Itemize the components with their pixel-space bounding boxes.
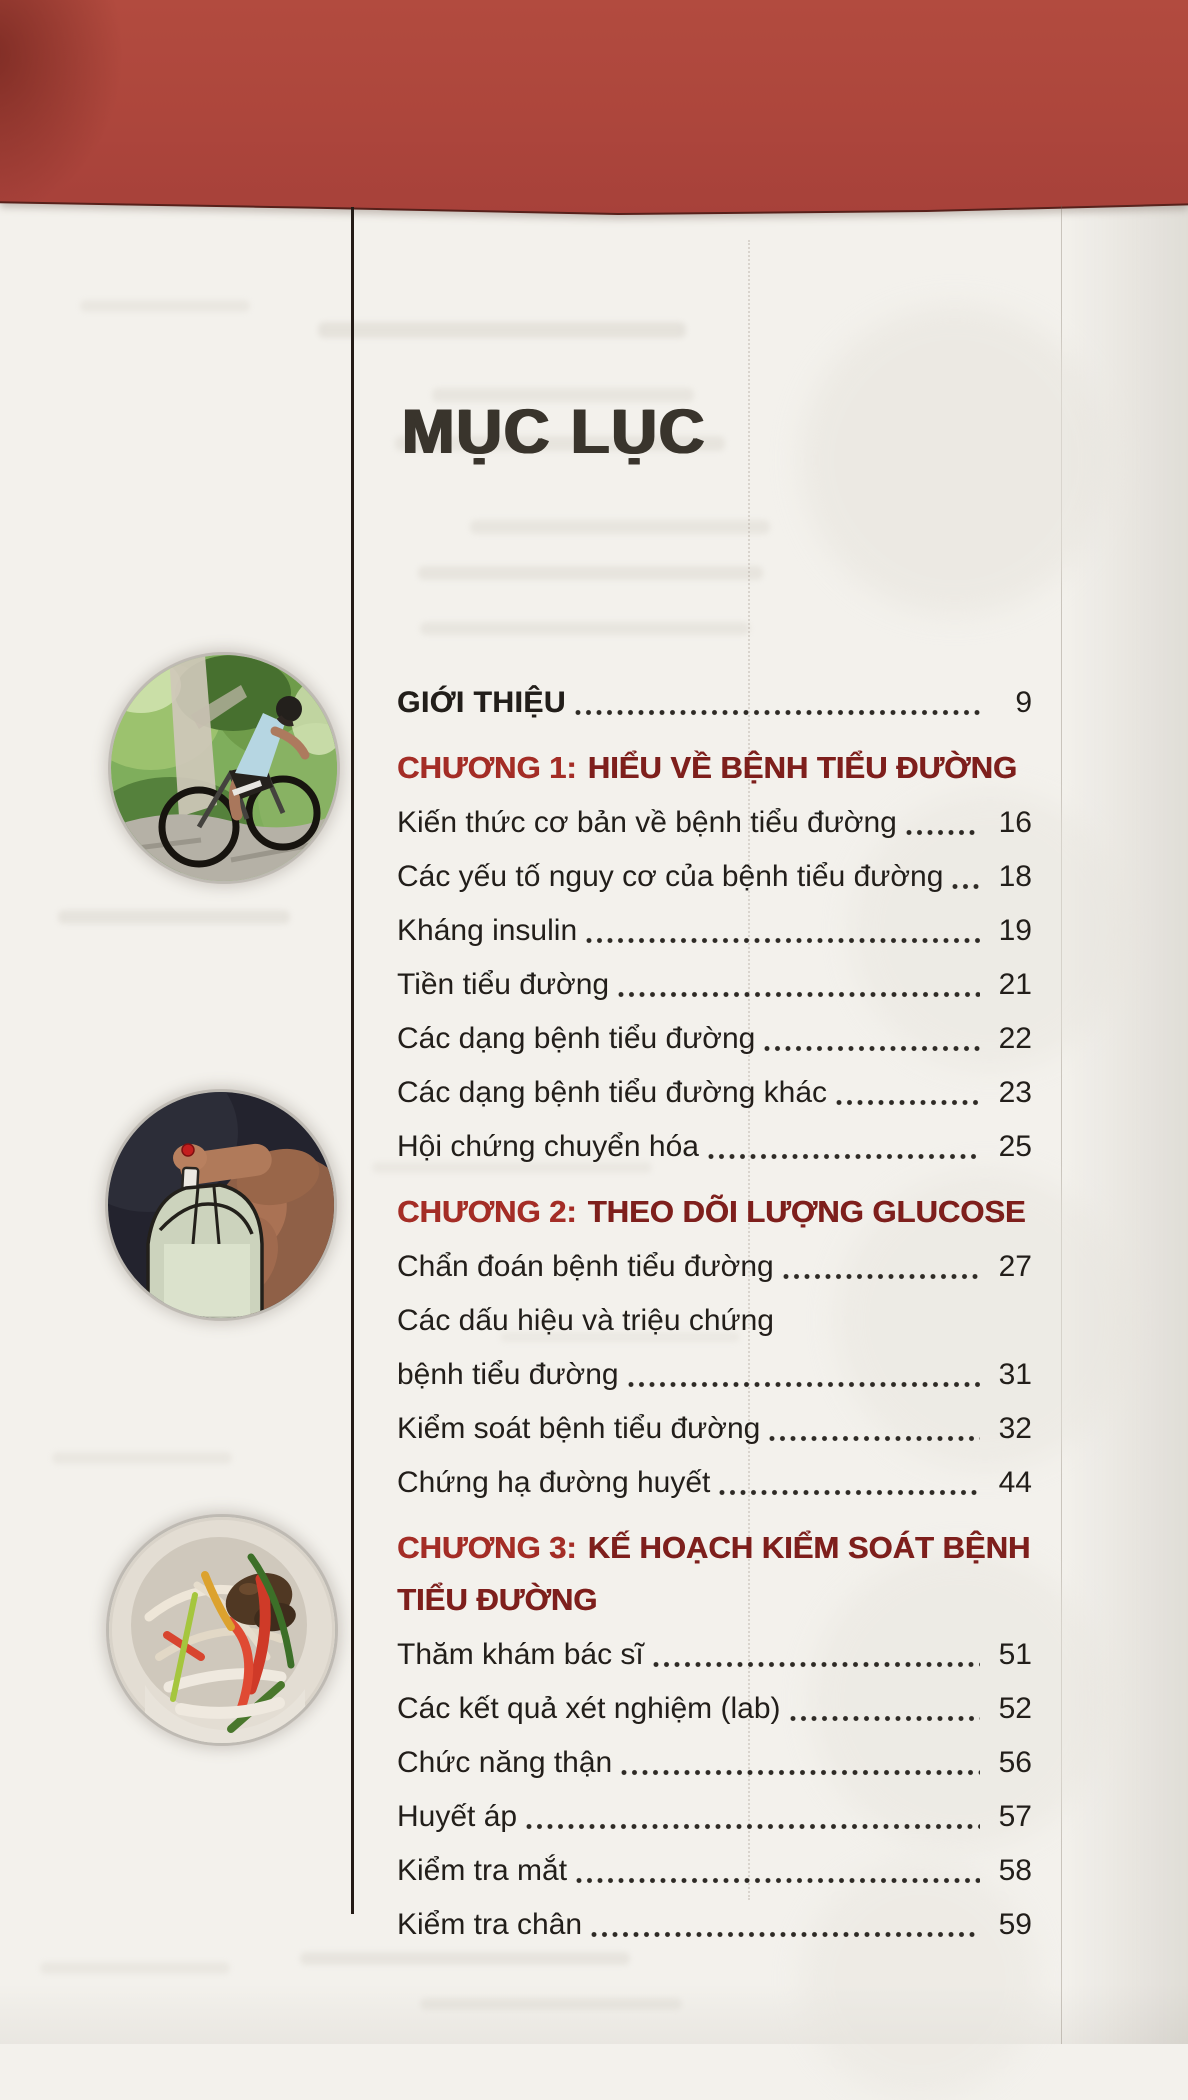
toc-entry-label: Các dấu hiệu và triệu chứng (397, 1304, 774, 1337)
toc-chapter-heading-line2 (397, 1576, 1032, 1628)
toc-page-number: 32 (998, 1412, 1032, 1445)
toc-page-number: 44 (998, 1466, 1032, 1499)
toc-entry (397, 1012, 1032, 1066)
toc-entry-label: Tiền tiểu đường (397, 968, 610, 1001)
toc-entry (397, 1898, 1032, 1952)
toc-page-number: 52 (998, 1692, 1032, 1725)
toc-entry-label: Kiểm tra chân (397, 1908, 583, 1941)
dot-leader (790, 1715, 980, 1722)
toc-entry-label: Các dạng bệnh tiểu đường khác (397, 1076, 828, 1109)
toc-page-number: 58 (998, 1854, 1032, 1887)
dot-leader (719, 1489, 980, 1496)
toc-chapter-heading (397, 1520, 1032, 1576)
toc-entry-label: Kiểm soát bệnh tiểu đường (397, 1412, 761, 1445)
dot-leader (708, 1153, 980, 1160)
photo-cycling-art (111, 655, 337, 881)
dot-leader (783, 1273, 980, 1280)
showthrough-text-ghost (58, 910, 290, 924)
photo-glucose-meter (108, 1092, 334, 1318)
toc-chapter-title: THEO DÕI LƯỢNG GLUCOSE (587, 1194, 1026, 1229)
dot-leader (653, 1661, 980, 1668)
showthrough-text-ghost (318, 322, 686, 338)
toc-entry-label: Kiểm tra mắt (397, 1854, 568, 1887)
toc-entry-label: Kiến thức cơ bản về bệnh tiểu đường (397, 806, 897, 839)
toc-chapter-title: KẾ HOẠCH KIỂM SOÁT BỆNH (587, 1530, 1031, 1565)
divider-rule (351, 207, 354, 1914)
book-header-band-fill (0, 0, 1188, 213)
toc-page-number: 51 (998, 1638, 1032, 1671)
dot-leader (526, 1823, 980, 1830)
photo-vegetables (109, 1517, 335, 1743)
toc-entry-label: Chức năng thận (397, 1746, 613, 1779)
dot-leader (836, 1099, 980, 1106)
dot-leader (769, 1435, 980, 1442)
toc-entry (397, 958, 1032, 1012)
toc-entry-label: GIỚI THIỆU (397, 686, 566, 719)
toc-page-number: 25 (998, 1130, 1032, 1163)
dot-leader (586, 937, 980, 944)
dot-leader (952, 883, 980, 890)
toc-page-number: 59 (998, 1908, 1032, 1941)
toc-page-number: 56 (998, 1746, 1032, 1779)
toc-chapter-number: CHƯƠNG 1: (397, 750, 577, 785)
showthrough-image-ghost (800, 305, 1110, 615)
book-header-band (0, 0, 1188, 220)
toc-page-number: 23 (998, 1076, 1032, 1109)
dot-leader (591, 1931, 980, 1938)
toc-entry-label: Hội chứng chuyển hóa (397, 1130, 699, 1163)
toc-entry (397, 850, 1032, 904)
toc-entry-label: Các kết quả xét nghiệm (lab) (397, 1692, 781, 1725)
toc-page-number: 18 (998, 860, 1032, 893)
showthrough-text-ghost (420, 622, 750, 635)
toc-entry-label: Kháng insulin (397, 914, 578, 947)
toc-chapter-heading (397, 1184, 1032, 1240)
toc-entry (397, 1348, 1032, 1402)
toc-entry (397, 1456, 1032, 1510)
toc-page-number: 21 (998, 968, 1032, 1001)
dot-leader (618, 991, 980, 998)
dot-leader (575, 709, 980, 716)
dot-leader (906, 829, 980, 836)
toc-entry-label: Thăm khám bác sĩ (397, 1638, 644, 1671)
toc-entry (397, 1120, 1032, 1174)
toc-entry (397, 1736, 1032, 1790)
showthrough-text-ghost (52, 1452, 232, 1464)
toc-page-number: 31 (998, 1358, 1032, 1391)
toc-page-number: 9 (1015, 686, 1032, 719)
toc-chapter-title: TIỂU ĐƯỜNG (397, 1582, 598, 1617)
toc-chapter-title: HIỂU VỀ BỆNH TIỂU ĐƯỜNG (587, 750, 1017, 785)
toc-entry-label: Chứng hạ đường huyết (397, 1466, 711, 1499)
toc-page-number: 22 (998, 1022, 1032, 1055)
showthrough-text-ghost (300, 1952, 630, 1965)
dot-leader (576, 1877, 980, 1884)
toc-entry (397, 1066, 1032, 1120)
toc-entry (397, 1844, 1032, 1898)
toc-entry-label: Các dạng bệnh tiểu đường (397, 1022, 756, 1055)
toc-entry (397, 1402, 1032, 1456)
toc-chapter-heading (397, 740, 1032, 796)
toc-page-number: 16 (998, 806, 1032, 839)
toc-list (397, 676, 1032, 1952)
toc-entry (397, 1240, 1032, 1294)
toc-entry (397, 1682, 1032, 1736)
toc-entry (397, 1790, 1032, 1844)
showthrough-text-ghost (470, 520, 770, 534)
showthrough-text-ghost (40, 1962, 230, 1974)
showthrough-text-ghost (420, 1998, 682, 2010)
toc-entry (397, 676, 1032, 730)
toc-page-number: 27 (998, 1250, 1032, 1283)
photo-cycling (111, 655, 337, 881)
toc-page-number: 57 (998, 1800, 1032, 1833)
toc-entry (397, 796, 1032, 850)
toc-entry-label: Các yếu tố nguy cơ của bệnh tiểu đường (397, 860, 944, 893)
photo-glucose-meter-art (108, 1092, 334, 1318)
dot-leader (764, 1045, 980, 1052)
toc-entry-label: Huyết áp (397, 1800, 518, 1833)
toc-entry (397, 1628, 1032, 1682)
toc-entry (397, 904, 1032, 958)
photo-vegetables-art (109, 1517, 335, 1743)
dot-leader (621, 1769, 980, 1776)
toc-entry (397, 1294, 1032, 1348)
page-title: MỤC LỤC (402, 397, 707, 467)
toc-entry-label: Chẩn đoán bệnh tiểu đường (397, 1250, 774, 1283)
showthrough-text-ghost (418, 566, 763, 580)
showthrough-text-ghost (80, 300, 250, 312)
dot-leader (628, 1381, 980, 1388)
toc-page-number: 19 (998, 914, 1032, 947)
toc-entry-label: bệnh tiểu đường (397, 1358, 619, 1391)
toc-chapter-number: CHƯƠNG 3: (397, 1530, 577, 1565)
toc-chapter-number: CHƯƠNG 2: (397, 1194, 577, 1229)
